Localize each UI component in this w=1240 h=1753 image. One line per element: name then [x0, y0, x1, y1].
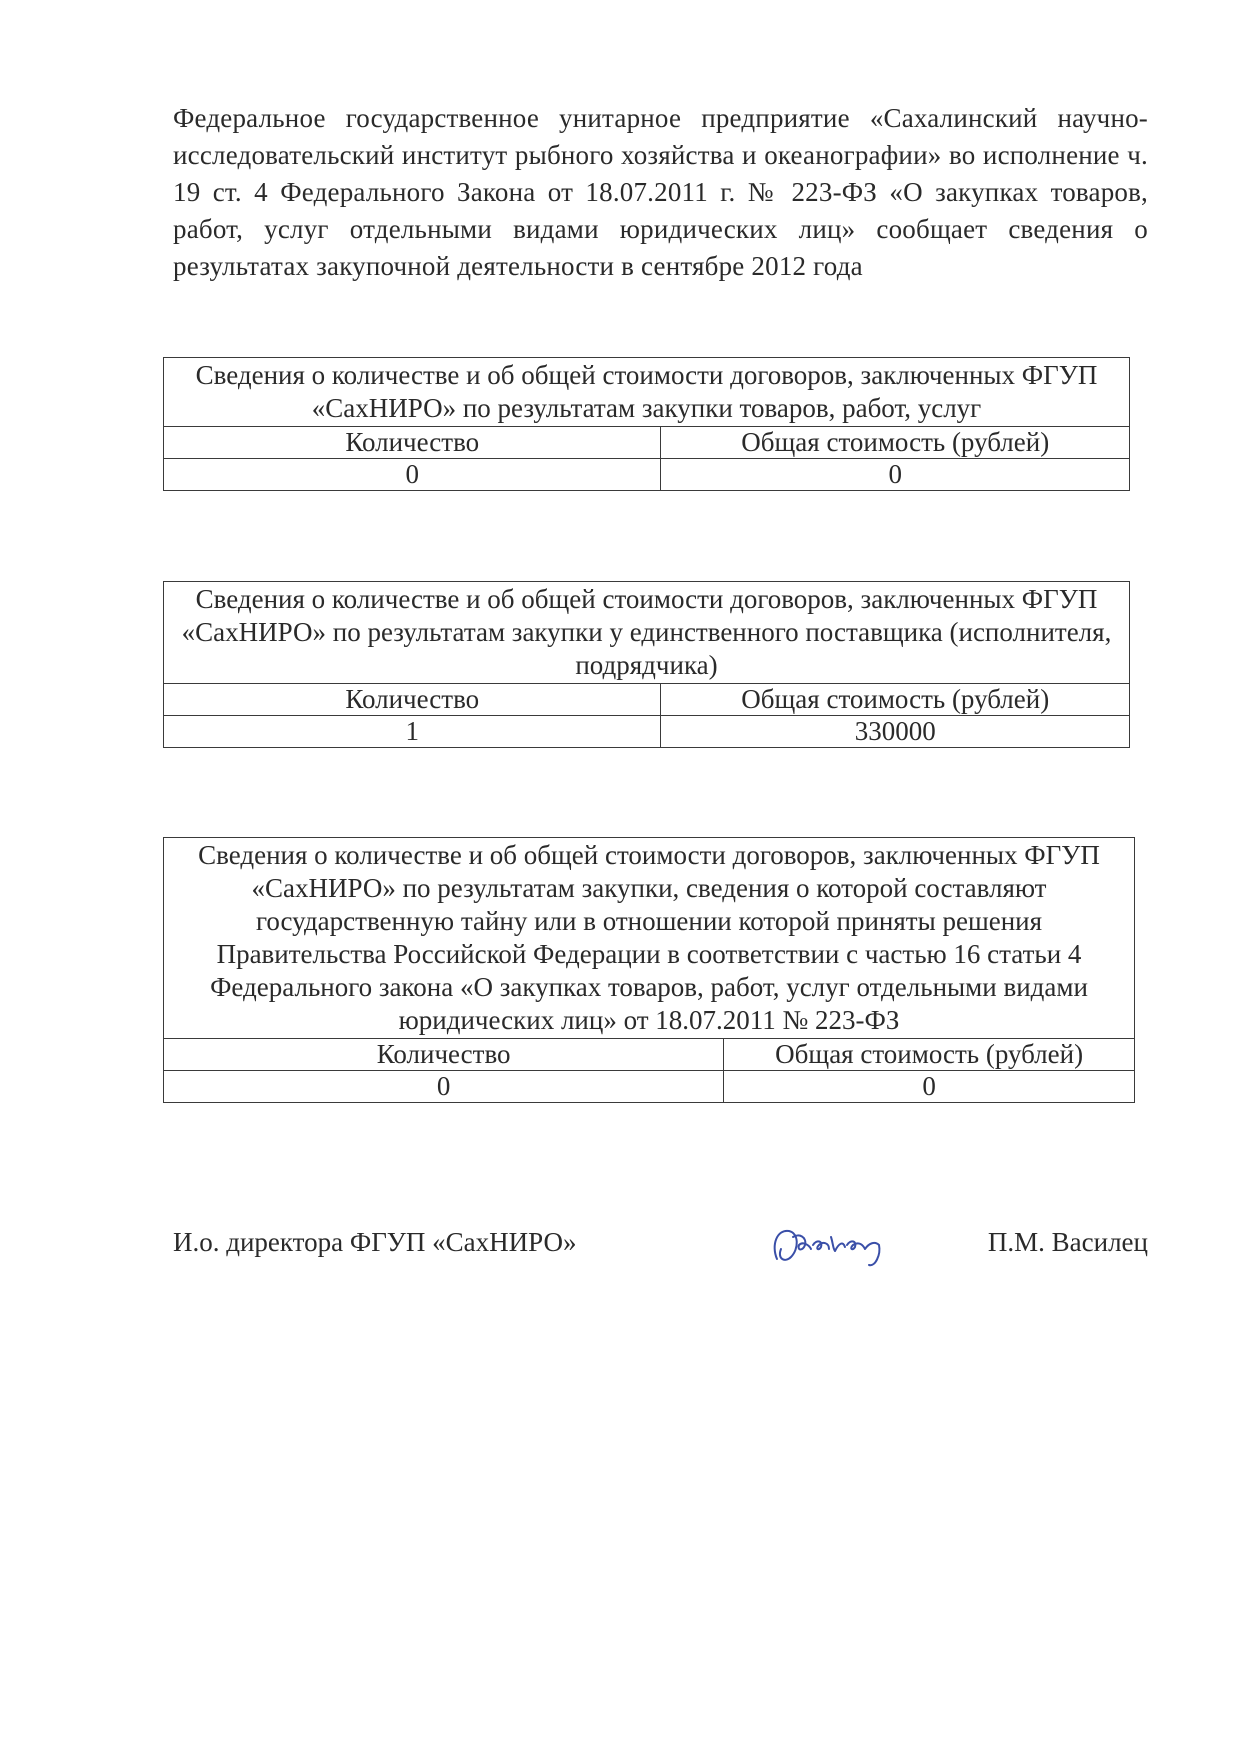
- cost-value: 0: [661, 459, 1130, 491]
- table-caption: Сведения о количестве и об общей стоимости договоров, заключенных ФГУП «СахНИРО» по результатам закупки у единственного поставщика (исполнителя, подрядчика): [164, 582, 1130, 684]
- table-header-row: [164, 1039, 1135, 1071]
- table-row: [164, 716, 1130, 748]
- signer-name: П.М. Василец: [987, 1227, 1148, 1257]
- count-header: Количество: [164, 1039, 724, 1071]
- count-value: 1: [164, 716, 661, 748]
- handwritten-signature: [763, 1215, 923, 1275]
- table-caption: Сведения о количестве и об общей стоимости договоров, заключенных ФГУП «СахНИРО» по результатам закупки, сведения о которой составляют государственную тайну или в отношении которой приняты решения Правительства Российской Федерации в соответствии с частью 16 статьи 4 Федерального закона «О закупках товаров, работ, услуг отдельными видами юридических лиц» от 18.07.2011 № 223-ФЗ: [164, 838, 1135, 1039]
- table-row: [164, 1071, 1135, 1103]
- table-row: [164, 459, 1130, 491]
- table-caption-row: [164, 358, 1130, 427]
- signature-block: [173, 1217, 1148, 1277]
- cost-header: Общая стоимость (рублей): [661, 427, 1130, 459]
- table-header-row: [164, 684, 1130, 716]
- single-supplier-table: [163, 581, 1130, 748]
- count-value: 0: [164, 459, 661, 491]
- table-caption-row: [164, 582, 1130, 684]
- cost-value: 0: [724, 1071, 1135, 1103]
- count-header: Количество: [164, 427, 661, 459]
- count-header: Количество: [164, 684, 661, 716]
- purchases-table: [163, 357, 1130, 491]
- table-caption-row: [164, 838, 1135, 1039]
- cost-header: Общая стоимость (рублей): [724, 1039, 1135, 1071]
- state-secret-table: [163, 837, 1135, 1103]
- table-header-row: [164, 427, 1130, 459]
- signer-position: И.о. директора ФГУП «СахНИРО»: [173, 1227, 577, 1257]
- intro-paragraph: Федеральное государственное унитарное предприятие «Сахалинский научно-исследовательский институт рыбного хозяйства и океанографии» во исполнение ч. 19 ст. 4 Федерального Закона от 18.07.2011 г. № 223-ФЗ «О закупках товаров, работ, услуг отдельными видами юридических лиц» сообщает сведения о результатах закупочной деятельности в сентябре 2012 года: [173, 103, 1148, 281]
- cost-value: 330000: [661, 716, 1130, 748]
- table-caption: Сведения о количестве и об общей стоимости договоров, заключенных ФГУП «СахНИРО» по результатам закупки товаров, работ, услуг: [164, 358, 1130, 427]
- cost-header: Общая стоимость (рублей): [661, 684, 1130, 716]
- count-value: 0: [164, 1071, 724, 1103]
